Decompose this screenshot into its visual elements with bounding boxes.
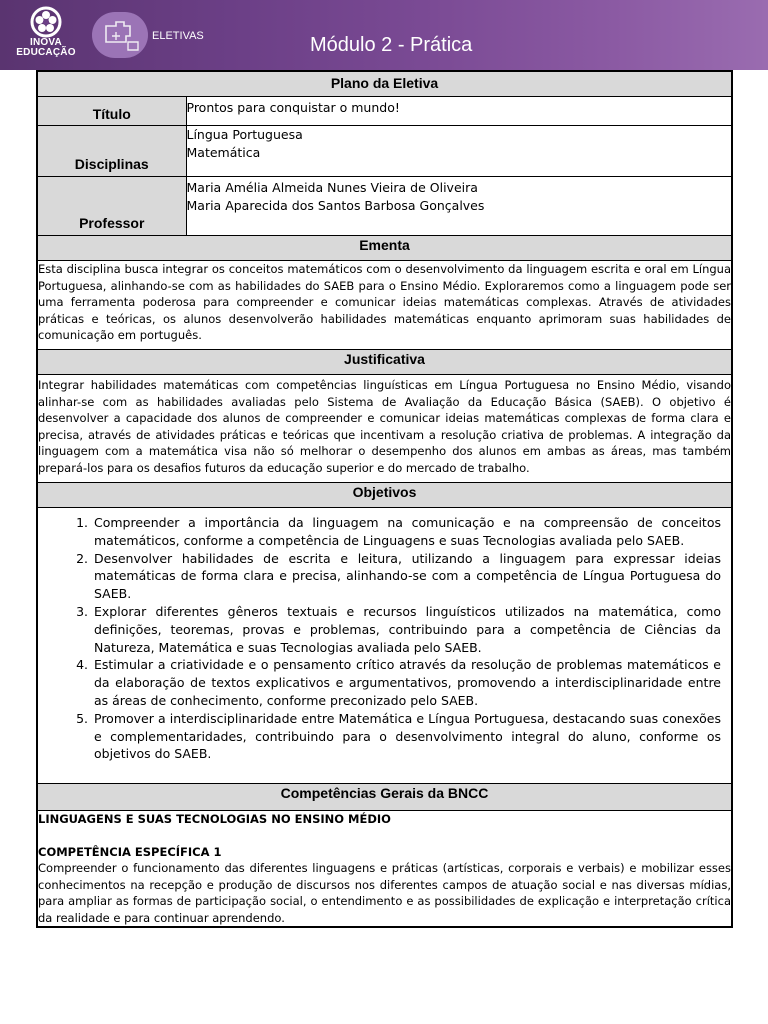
titulo-row [37, 97, 732, 126]
professor-label: Professor [37, 177, 186, 236]
ementa-header-row [37, 236, 732, 261]
plan-title: Plano da Eletiva [37, 71, 732, 97]
ementa-label: Ementa [37, 236, 732, 261]
objetivo-item: 3. Explorar diferentes gêneros textuais e recursos linguísticos utilizados na matemática, como definições, teoremas, provas e problemas, contribuindo para a competência de Ciências da Natureza, Matemática e suas Tecnologias avaliada pelo SAEB. [92, 603, 721, 656]
disciplina-item: Língua Portuguesa [186, 127, 303, 142]
objetivo-item: 2. Desenvolver habilidades de escrita e leitura, utilizando a linguagem para expressar ideias matemáticas de forma clara e precisa, alinhando-se com a competência de Língua Portuguesa do SAEB. [92, 550, 721, 603]
bncc-competencia-text: Compreender o funcionamento das diferentes linguagens e práticas (artísticas, corporais e verbais) e mobilizar esses conhecimentos na recepção e produção de discursos nos diferentes campos de atuação social e nas diversas mídias, para ampliar as formas de participação social, o entendimento e as possibilidades de explicação e interpretação crítica da realidade e para continuar aprendendo. [38, 861, 731, 925]
disciplinas-label: Disciplinas [37, 126, 186, 177]
professor-item: Maria Aparecida dos Santos Barbosa Gonçalves [186, 198, 485, 213]
plan-table [36, 70, 733, 928]
bncc-row [37, 811, 732, 928]
objetivos-header-row [37, 483, 732, 508]
objetivo-item: 5. Promover a interdisciplinaridade entre Matemática e Língua Portuguesa, destacando suas conexões e complementaridades, contribuindo para o desenvolvimento integral do aluno, conforme os objetivos do SAEB. [92, 710, 721, 763]
logo-line-1: INOVA [30, 37, 62, 48]
justificativa-text: Integrar habilidades matemáticas com competências linguísticas em Língua Portuguesa no Ensino Médio, visando alinhar-se com as habilidades avaliadas pelo Sistema de Avaliação da Educação Básica (SAEB). O objetivo é desenvolver a capacidade dos alunos de compreender e comunicar ideias matemáticas complexas de forma clara e precisa, através de atividades práticas e teóricas que incentivam a resolução criativa de problemas. A integração da linguagem com a matemática visa não só melhorar o desempenho dos alunos em ambas as áreas, mas também prepará-los para os desafios futuros da educação superior e do mercado de trabalho. [37, 375, 732, 483]
objetivos-row [37, 508, 732, 784]
objetivos-list [38, 508, 731, 783]
objetivo-item: 4. Estimular a criatividade e o pensamento crítico através da resolução de problemas matemáticos e da elaboração de textos explicativos e argumentativos, promovendo a interdisciplinaridade entre as áreas de conhecimento, conforme preconizado pelo SAEB. [92, 656, 721, 709]
titulo-label: Título [37, 97, 186, 126]
ementa-row [37, 261, 732, 350]
justificativa-row [37, 375, 732, 483]
bncc-label: Competências Gerais da BNCC [37, 784, 732, 811]
justificativa-label: Justificativa [37, 350, 732, 375]
disciplinas-row [37, 126, 732, 177]
titulo-value: Prontos para conquistar o mundo! [186, 97, 732, 126]
bncc-cell [37, 811, 732, 928]
puzzle-icon [92, 12, 148, 58]
plan-header-row [37, 71, 732, 97]
disciplina-item: Matemática [186, 145, 261, 160]
header-banner [0, 0, 768, 70]
disciplinas-value [186, 126, 732, 177]
justificativa-header-row [37, 350, 732, 375]
module-title: Módulo 2 - Prática [310, 34, 473, 56]
objetivos-cell [37, 508, 732, 784]
bncc-header-row [37, 784, 732, 811]
logo-line-2: EDUCAÇÃO [16, 47, 76, 58]
eletivas-label: ELETIVAS [152, 30, 204, 42]
inova-logo [14, 6, 78, 64]
inova-flower-icon [30, 6, 62, 38]
professor-row [37, 177, 732, 236]
professor-value [186, 177, 732, 236]
bncc-competencia-title: COMPETÊNCIA ESPECÍFICA 1 [38, 844, 222, 859]
bncc-area: LINGUAGENS E SUAS TECNOLOGIAS NO ENSINO MÉDIO [38, 812, 391, 827]
objetivos-label: Objetivos [37, 483, 732, 508]
eletivas-badge [92, 12, 148, 58]
ementa-text: Esta disciplina busca integrar os conceitos matemáticos com o desenvolvimento da linguagem escrita e oral em Língua Portuguesa, alinhando-se com as habilidades do SAEB para o Ensino Médio. Exploraremos como a linguagem pode ser uma ferramenta poderosa para compreender e comunicar ideias matemáticas complexas. Através de atividades práticas e teóricas, os alunos desenvolverão habilidades matemáticas enquanto aprimoram suas habilidades de comunicação em português. [37, 261, 732, 350]
professor-item: Maria Amélia Almeida Nunes Vieira de Oliveira [186, 180, 478, 195]
objetivo-item: 1. Compreender a importância da linguagem na comunicação e na compreensão de conceitos matemáticos, conforme a competência de Linguagens e suas Tecnologias avaliada pelo SAEB. [92, 514, 721, 550]
